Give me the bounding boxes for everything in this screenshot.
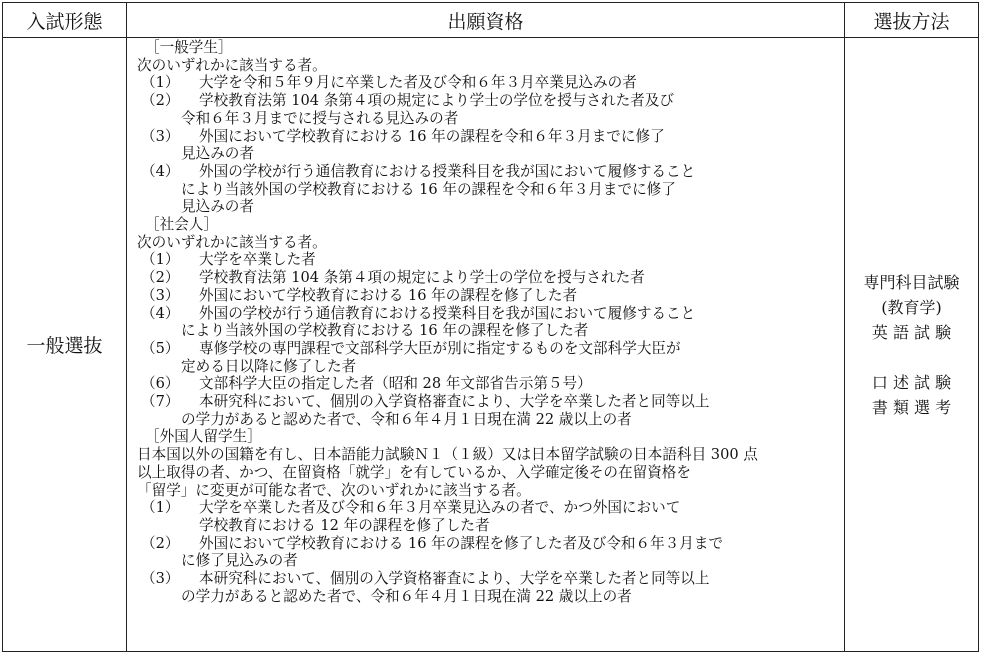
selection-method-cell <box>845 38 979 652</box>
general-item-4 <box>137 163 844 181</box>
item-text: 本研究科において、個別の入学資格審査により、大学を卒業した者と同等以上 <box>199 570 710 588</box>
item-text: 大学を卒業した者及び令和６年３月卒業見込みの者で、かつ外国において <box>199 499 681 517</box>
method-item: (教育学) <box>881 297 942 317</box>
working-intro: 次のいずれかに該当する者。 <box>137 233 327 251</box>
header-exam-type: 入試形態 <box>3 3 127 38</box>
item-number: （6） <box>141 375 180 393</box>
item-text: 専修学校の専門課程で文部科学大臣が別に指定するものを文部科学大臣が <box>199 339 681 357</box>
international-item-2-cont: に修了見込みの者 <box>181 552 298 570</box>
working-item-4 <box>137 305 844 323</box>
method-item: 口 述 試 験 <box>871 372 952 392</box>
item-text: 本研究科において、個別の入学資格審査により、大学を卒業した者と同等以上 <box>199 393 710 411</box>
header-selection-method: 選抜方法 <box>845 3 979 38</box>
working-item-2 <box>137 269 844 287</box>
working-item-3 <box>137 287 844 305</box>
international-intro: 日本国以外の国籍を有し、日本語能力試験Ｎ１（１級）又は日本留学試験の日本語科目 300 点 <box>137 446 758 464</box>
general-item-2-cont: 令和６年３月までに授与される見込みの者 <box>181 109 459 127</box>
item-number: （2） <box>141 269 180 287</box>
working-item-7 <box>137 393 844 411</box>
international-item-1-cont: 学校教育における 12 年の課程を修了した者 <box>199 516 490 534</box>
item-text: 文部科学大臣の指定した者（昭和 28 年文部省告示第５号） <box>199 375 592 393</box>
working-item-7-cont: の学力があると認めた者で、令和６年４月１日現在満 22 歳以上の者 <box>181 410 632 428</box>
item-number: （7） <box>141 393 180 411</box>
international-item-1 <box>137 499 844 517</box>
item-text: 学校教育法第 104 条第４項の規定により学士の学位を授与された者 <box>199 269 645 287</box>
general-item-3-cont: 見込みの者 <box>181 145 254 163</box>
international-intro: 以上取得の者、かつ、在留資格「就学」を有しているか、入学確定後その在留資格を <box>137 463 691 481</box>
exam-type-value: 一般選抜 <box>3 38 127 652</box>
working-item-4-cont: により当該外国の学校教育における 16 年の課程を修了した者 <box>181 322 589 340</box>
item-number: （1） <box>141 251 180 269</box>
item-number: （4） <box>141 162 180 180</box>
item-number: （4） <box>141 304 180 322</box>
item-text: 大学を令和５年９月に卒業した者及び令和６年３月卒業見込みの者 <box>199 74 637 92</box>
general-item-4-cont: 見込みの者 <box>181 198 254 216</box>
working-heading: ［社会人］ <box>145 216 218 234</box>
item-number: （2） <box>141 534 180 552</box>
item-text: 外国において学校教育における 16 年の課程を修了した者及び令和６年３月まで <box>199 534 724 552</box>
item-number: （3） <box>141 127 180 145</box>
international-item-3 <box>137 570 844 588</box>
general-item-4-cont: により当該外国の学校教育における 16 年の課程を令和６年３月までに修了 <box>181 180 676 198</box>
item-number: （1） <box>141 74 180 92</box>
method-spacer <box>845 345 978 370</box>
working-item-5-cont: 定める日以降に修了した者 <box>181 357 357 375</box>
item-number: （3） <box>141 286 180 304</box>
general-heading: ［一般学生］ <box>145 39 233 56</box>
international-item-2 <box>137 535 844 553</box>
general-selection-row <box>3 38 979 652</box>
item-text: 大学を卒業した者 <box>199 251 316 269</box>
item-number: （2） <box>141 92 180 110</box>
working-item-5 <box>137 340 844 358</box>
working-item-1 <box>137 251 844 269</box>
international-heading: ［外国人留学生］ <box>145 428 262 446</box>
international-item-3-cont: の学力があると認めた者で、令和６年４月１日現在満 22 歳以上の者 <box>181 587 632 605</box>
item-text: 外国の学校が行う通信教育における授業科目を我が国において履修すること <box>199 304 696 322</box>
item-number: （1） <box>141 499 180 517</box>
qualification-cell <box>127 38 845 652</box>
item-text: 外国の学校が行う通信教育における授業科目を我が国において履修すること <box>199 162 696 180</box>
general-item-2 <box>137 92 844 110</box>
header-row <box>3 3 979 38</box>
item-text: 外国において学校教育における 16 年の課程を令和６年３月までに修了 <box>199 127 665 145</box>
header-qualification: 出願資格 <box>127 3 845 38</box>
method-item: 専門科目試験 <box>863 272 960 292</box>
working-item-6 <box>137 375 844 393</box>
item-number: （3） <box>141 570 180 588</box>
general-intro: 次のいずれかに該当する者。 <box>137 56 327 74</box>
item-text: 外国において学校教育における 16 年の課程を修了した者 <box>199 286 578 304</box>
admission-table <box>2 2 979 652</box>
method-item: 英 語 試 験 <box>871 322 952 342</box>
item-text: 学校教育法第 104 条第４項の規定により学士の学位を授与された者及び <box>199 92 674 110</box>
item-number: （5） <box>141 339 180 357</box>
general-item-1 <box>137 74 844 92</box>
international-intro: 「留学」に変更が可能な者で、次のいずれかに該当する者。 <box>137 481 531 499</box>
general-item-3 <box>137 128 844 146</box>
method-item: 書 類 選 考 <box>871 397 952 417</box>
